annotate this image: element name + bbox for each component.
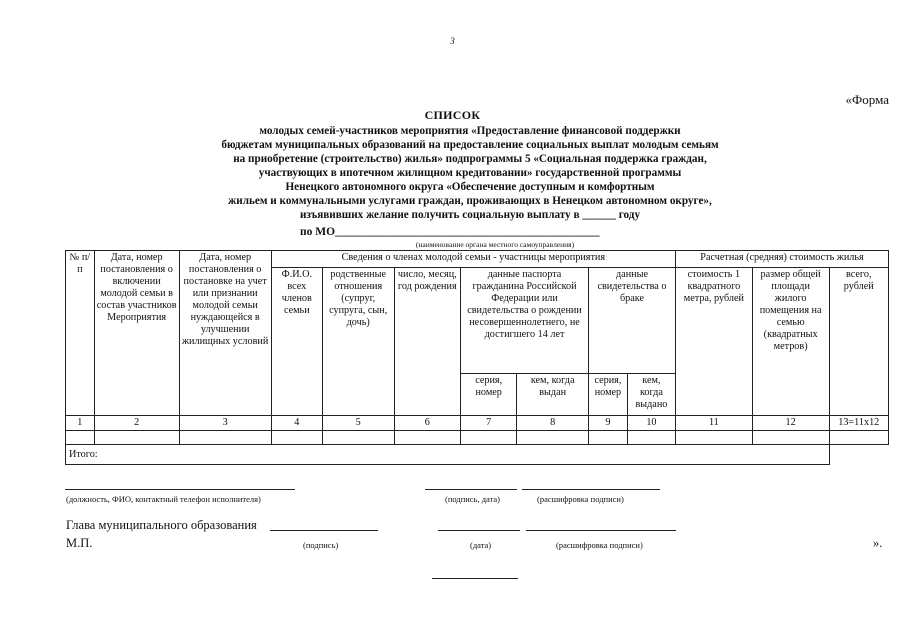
decoding-line: [522, 489, 660, 490]
column-number: 3: [179, 416, 271, 431]
subtitle-line: изъявивших желание получить социальную выплату в ______ году: [299, 209, 641, 221]
header-date-inclusion: Дата, номер постановления о включении молодой семьи в состав участников Мероприятия: [94, 251, 179, 416]
column-number: 9: [588, 416, 627, 431]
table-row: [66, 431, 889, 445]
header-relation: родственные отношения (супруг, супруга, сын, дочь): [322, 268, 394, 416]
subtitle-line: молодых семей-участников мероприятия «Предоставление финансовой поддержки: [259, 125, 681, 137]
column-number: 7: [461, 416, 517, 431]
document-title: СПИСОК: [424, 108, 481, 122]
total-label: Итого:: [66, 445, 830, 465]
column-number: 1: [66, 416, 95, 431]
column-number-row: [66, 416, 889, 431]
column-number: 11: [675, 416, 752, 431]
sign-date-line: [425, 489, 517, 490]
decoding-caption: (расшифровка подписи): [537, 494, 624, 504]
header-passport-series: серия, номер: [461, 374, 517, 416]
column-number: 12: [752, 416, 829, 431]
stamp-place-label: М.П.: [66, 536, 93, 550]
subtitle-line: бюджетам муниципальных образований на предоставление социальных выплат молодым семьям: [221, 139, 719, 151]
header-marriage: данные свидетельства о браке: [588, 268, 675, 374]
footer-divider: [432, 578, 518, 579]
municipality-caption: (наименование органа местного самоуправления): [415, 240, 575, 249]
subtitle-line: участвующих в ипотечном жилищном кредитовании» государственной программы: [258, 167, 682, 179]
municipality-line: по МО______________________________________________: [300, 226, 600, 238]
header-marriage-issued: кем, когда выдано: [627, 374, 675, 416]
families-table: [65, 250, 889, 465]
header-date-registration: Дата, номер постановления о постановке на учет или признании молодой семьи нуждающейся в улучшении жилищных условий: [179, 251, 271, 416]
head-signature-line: [270, 530, 378, 531]
head-decoding-caption: (расшифровка подписи): [556, 540, 643, 550]
head-decoding-line: [526, 530, 676, 531]
head-date-caption: (дата): [470, 540, 492, 550]
column-number: 5: [322, 416, 394, 431]
executor-caption: (должность, ФИО, контактный телефон исполнителя): [66, 494, 261, 504]
header-area: размер общей площади жилого помещения на семью (квадратных метров): [752, 268, 829, 416]
sign-date-caption: (подпись, дата): [445, 494, 501, 504]
executor-signature-line: [65, 489, 295, 490]
header-total: всего, рублей: [829, 268, 888, 416]
header-cost-group: Расчетная (средняя) стоимость жилья: [675, 251, 888, 268]
closing-quote: ».: [873, 536, 883, 550]
column-number: 8: [517, 416, 589, 431]
document-subtitle: [150, 124, 790, 222]
subtitle-line: Ненецкого автономного округа «Обеспечение доступным и комфортным: [285, 181, 655, 193]
column-number: 13=11x12: [829, 416, 888, 431]
header-fio: Ф.И.О. всех членов семьи: [271, 268, 322, 416]
header-family-group: Сведения о членах молодой семьи - участницы мероприятия: [271, 251, 675, 268]
header-passport: данные паспорта гражданина Российской Федерации или свидетельства о рождении несовершеннолетнего, не достигшего 14 лет: [461, 268, 589, 374]
subtitle-line: на приобретение (строительство) жилья» подпрограммы 5 «Социальная поддержка граждан,: [233, 153, 707, 165]
column-number: 10: [627, 416, 675, 431]
column-number: 2: [94, 416, 179, 431]
page-number: 3: [450, 36, 455, 46]
head-sign-caption: (подпись): [303, 540, 339, 550]
header-no: № п/п: [66, 251, 95, 416]
subtitle-line: жильем и коммунальными услугами граждан, проживающих в Ненецком автономном округе»,: [228, 195, 712, 207]
head-date-line: [438, 530, 520, 531]
column-number: 6: [394, 416, 461, 431]
header-marriage-series: серия, номер: [588, 374, 627, 416]
header-cost-per-meter: стоимость 1 квадратного метра, рублей: [675, 268, 752, 416]
head-of-municipality-label: Глава муниципального образования: [66, 518, 257, 532]
total-row: [66, 445, 889, 465]
header-passport-issued: кем, когда выдан: [517, 374, 589, 416]
form-label: «Форма: [845, 92, 889, 107]
header-birth: число, месяц, год рождения: [394, 268, 461, 416]
column-number: 4: [271, 416, 322, 431]
